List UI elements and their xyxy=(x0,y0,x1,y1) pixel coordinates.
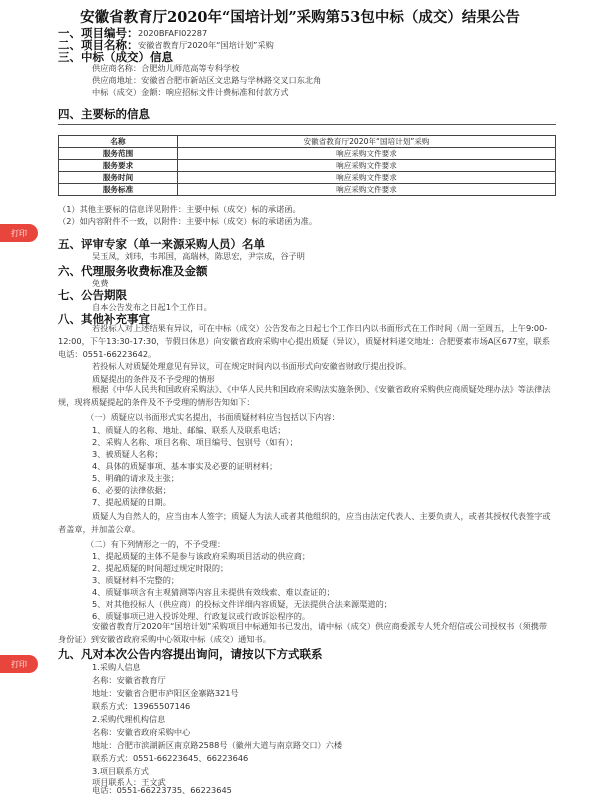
list-item: 4、质疑事项含有主观猜测等内容且未提供有效线索、难以查证的； xyxy=(92,587,335,597)
contact-line: 3.项目联系方式 xyxy=(92,766,149,776)
supplier-address: 供应商地址：安徽省合肥市新站区文忠路与学林路交叉口东北角 xyxy=(92,75,322,85)
page-title: 安徽省教育厅2020年“国培计划”采购第53包中标（成交）结果公告 xyxy=(80,9,520,26)
table-cell: 响应采购文件要求 xyxy=(178,148,556,160)
print-button[interactable]: 打印 xyxy=(0,224,38,242)
contact-line: 电话：0551-66223735、66223645 xyxy=(92,785,232,795)
list-item: 2、提起质疑的时间超过规定时限的； xyxy=(92,563,229,573)
section-6-heading: 六、代理服务收费标准及金额 xyxy=(58,264,208,278)
contact-line: 2.采购代理机构信息 xyxy=(92,714,166,724)
note-1: （1）其他主要标的信息详见附件：主要中标（成交）标的承诺函。 xyxy=(58,204,301,214)
section-5-heading: 五、评审专家（单一来源采购人员）名单 xyxy=(58,237,265,251)
note-2: （2）如内容附件不一致，以附件：主要中标（成交）标的承诺函为准。 xyxy=(58,216,318,226)
list-item: 7、提起质疑的日期。 xyxy=(92,497,171,507)
table-cell: 响应采购文件要求 xyxy=(178,172,556,184)
section-8-heading: 八、其他补充事宜 xyxy=(58,312,150,326)
section-1-heading: 一、项目编号： xyxy=(58,26,139,40)
contact-line: 项目联系人：王文武 xyxy=(92,777,166,787)
list-item: 5、对其他投标人（供应商）的投标文件详细内容质疑，无法提供合法来源渠道的； xyxy=(92,599,392,609)
project-number: 2020BFAFI02287 xyxy=(138,28,208,38)
table-cell: 响应采购文件要求 xyxy=(178,184,556,196)
paragraph-rejection: （二）有下列情形之一的，不予受理： xyxy=(86,539,226,549)
contact-line: 地址：合肥市滨湖新区南京路2588号（徽州大道与南京路交口）六楼 xyxy=(92,740,343,750)
contact-line: 联系方式：0551-66223645、66223646 xyxy=(92,753,249,763)
list-item: 2、采购人名称、项目名称、项目编号、包别号（如有）； xyxy=(92,437,298,447)
contact-line: 名称：安徽省教育厅 xyxy=(92,675,166,685)
paragraph-conditions: 质疑提出的条件及不予受理的情形 xyxy=(92,374,215,384)
table-cell: 名称 xyxy=(59,136,178,148)
list-item: 1、提起质疑的主体不是参与该政府采购项目活动的供应商； xyxy=(92,551,311,561)
project-name: 安徽省教育厅2020年“国培计划”采购 xyxy=(138,40,274,50)
section-4-heading: 四、主要标的信息 xyxy=(58,107,150,121)
list-item: 6、质疑事项已进入投诉处理、行政复议或行政诉讼程序的。 xyxy=(92,611,311,621)
list-item: 1、质疑人的名称、地址、邮编、联系人及联系电话； xyxy=(92,425,286,435)
table-cell: 服务标准 xyxy=(59,184,178,196)
table-row xyxy=(59,148,556,160)
paragraph-complaint: 若投标人对质疑处理意见有异议，可在规定时间内以书面形式向安徽省财政厅提出投诉。 xyxy=(92,361,412,371)
list-item: 5、明确的请求及主张； xyxy=(92,473,180,483)
table-row xyxy=(59,136,556,148)
contact-line: 名称：安徽省政府采购中心 xyxy=(92,727,191,737)
table-row xyxy=(59,172,556,184)
notice-period: 自本公告发布之日起1个工作日。 xyxy=(92,302,212,312)
award-amount: 中标（成交）金额：响应招标文件计费标准和付款方式 xyxy=(92,87,289,97)
supplier-name: 供应商名称：合肥幼儿师范高等专科学校 xyxy=(92,63,240,73)
subject-info-table xyxy=(58,135,556,196)
section-7-heading: 七、公告期限 xyxy=(58,288,127,302)
section-3-heading: 三、中标（成交）信息 xyxy=(58,50,173,64)
table-cell: 响应采购文件要求 xyxy=(178,160,556,172)
table-cell: 服务要求 xyxy=(59,160,178,172)
section-2-heading: 二、项目名称： xyxy=(58,38,139,52)
paragraph-objection: 若投标人对上述结果有异议，可在中标（成交）公告发布之日起七个工作日内以书面形式在工作时间（周一至周五，上午9:00-12:00，下午13:30-17:30，节假日休息）向安徽省政府采购中心提出质疑（异议），质疑材料递交地址：合肥要素市场A区677室，联系电话：0551-66223642。 xyxy=(58,323,551,359)
contact-line: 联系方式：13965507146 xyxy=(92,701,191,711)
expert-list: 吴玉凤，刘玮，韦邦国，高瑞林，陈思宏，尹宗成，谷子明 xyxy=(92,251,305,261)
list-item: 3、被质疑人名称； xyxy=(92,449,163,459)
list-item: 6、必要的法律依据； xyxy=(92,485,171,495)
table-cell: 服务范围 xyxy=(59,148,178,160)
list-item: 4、具体的质疑事项、基本事实及必要的证明材料； xyxy=(92,461,278,471)
table-cell: 安徽省教育厅2020年“国培计划”采购 xyxy=(178,136,556,148)
paragraph-award-notice: 安徽省教育厅2020年“国培计划”采购项目中标通知书已发出，请中标（成交）供应商委派专人凭介绍信或公司授权书（须携带身份证）到安徽省政府采购中心领取中标（成交）通知书。 xyxy=(58,621,548,644)
contact-line: 地址：安徽省合肥市庐阳区金寨路321号 xyxy=(92,688,239,698)
divider xyxy=(58,124,556,125)
print-button[interactable]: 打印 xyxy=(0,655,38,673)
section-9-heading: 九、凡对本次公告内容提出询问，请按以下方式联系 xyxy=(58,647,323,661)
contact-line: 1.采购人信息 xyxy=(92,662,141,672)
paragraph-requirements: （一）质疑应以书面形式实名提出，书面质疑材料应当包括以下内容： xyxy=(86,412,340,422)
table-row xyxy=(59,184,556,196)
paragraph-signature: 质疑人为自然人的，应当由本人签字；质疑人为法人或者其他组织的，应当由法定代表人、主要负责人，或者其授权代表签字或者盖章，并加盖公章。 xyxy=(58,511,551,534)
table-cell: 服务时间 xyxy=(59,172,178,184)
agency-fee: 免费 xyxy=(92,278,109,288)
paragraph-legal-basis: 根据《中华人民共和国政府采购法》、《中华人民共和国政府采购法实施条例》、《安徽省政府采购供应商质疑处理办法》等法律法规，现将质疑提起的条件及不予受理的情形告知如下： xyxy=(58,384,551,407)
list-item: 3、质疑材料不完整的； xyxy=(92,575,180,585)
table-row xyxy=(59,160,556,172)
